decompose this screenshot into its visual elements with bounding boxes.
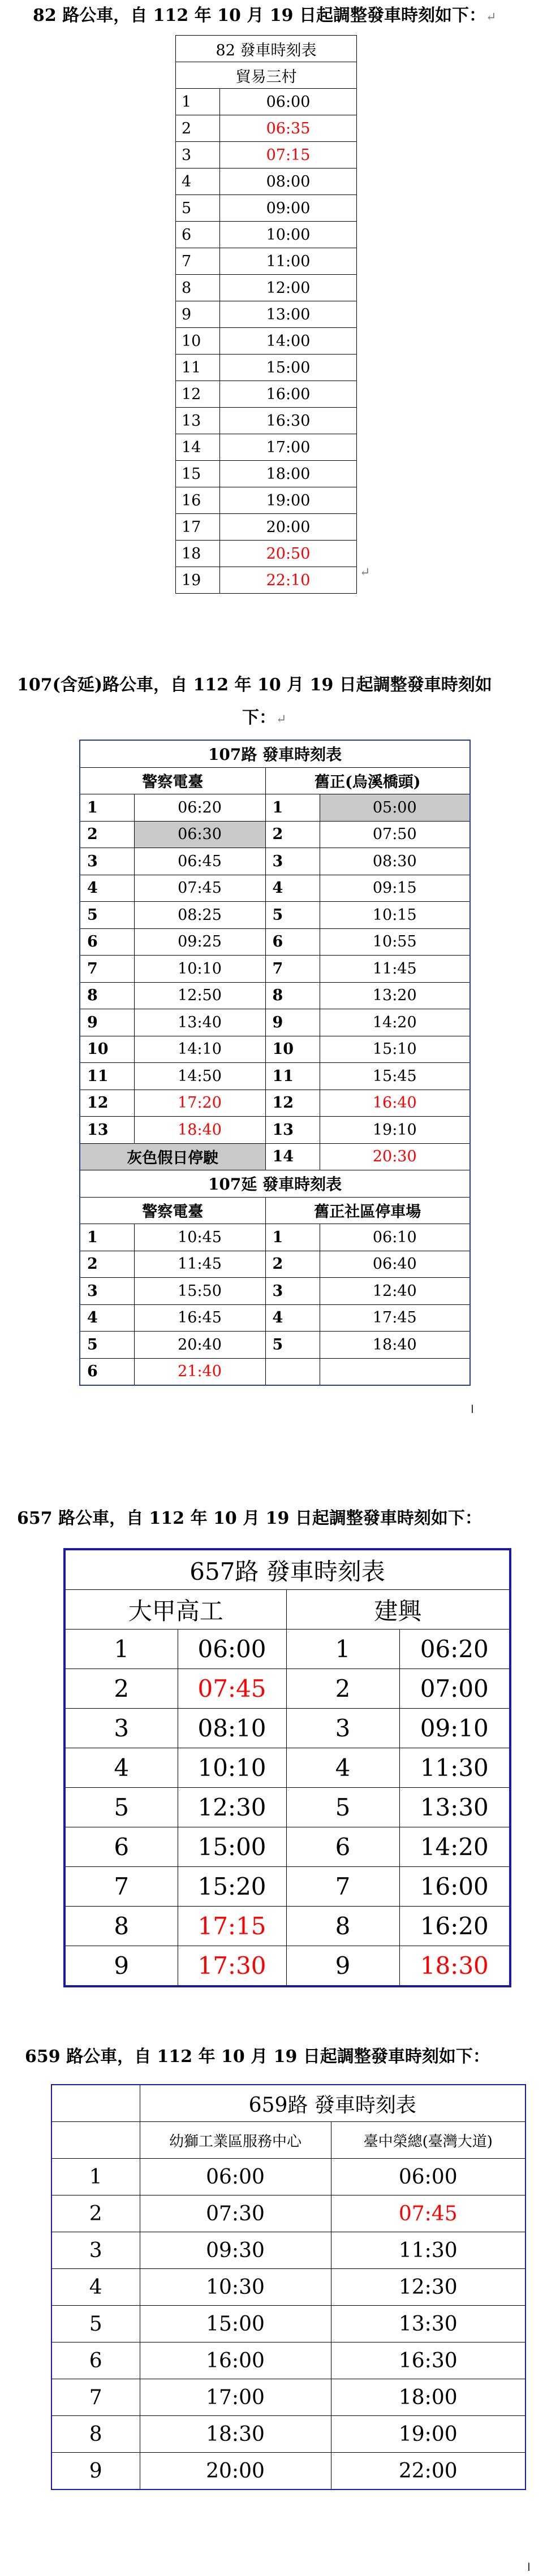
departure-time: 17:20 bbox=[134, 1090, 265, 1117]
trip-number: 2 bbox=[176, 115, 220, 142]
departure-time: 16:00 bbox=[140, 2342, 331, 2379]
table-row bbox=[176, 275, 357, 301]
departure-time: 10:55 bbox=[320, 928, 470, 956]
route657-table bbox=[63, 1548, 511, 1987]
trip-number: 3 bbox=[286, 1709, 399, 1748]
table-row bbox=[64, 1630, 510, 1669]
trip-number: 6 bbox=[176, 222, 220, 248]
table-row bbox=[64, 1946, 510, 1987]
trip-number: 4 bbox=[286, 1748, 399, 1788]
departure-time: 14:50 bbox=[134, 1063, 265, 1090]
table-row bbox=[176, 301, 357, 328]
trip-number: 4 bbox=[265, 875, 320, 902]
table-row bbox=[51, 2342, 525, 2379]
departure-time: 12:30 bbox=[178, 1788, 286, 1827]
table-row bbox=[51, 2269, 525, 2306]
trip-number: 15 bbox=[176, 461, 220, 487]
departure-time: 18:30 bbox=[140, 2416, 331, 2453]
departure-time: 07:00 bbox=[399, 1669, 510, 1709]
departure-time: 07:45 bbox=[331, 2195, 525, 2232]
table-row bbox=[64, 1867, 510, 1907]
departure-time: 11:30 bbox=[399, 1748, 510, 1788]
table-row bbox=[80, 1009, 470, 1036]
departure-time: 17:15 bbox=[178, 1907, 286, 1946]
departure-time: 17:30 bbox=[178, 1946, 286, 1987]
table-row bbox=[176, 168, 357, 195]
table-row bbox=[176, 248, 357, 275]
table-row bbox=[80, 928, 470, 956]
departure-time: 07:45 bbox=[134, 875, 265, 902]
table-row bbox=[176, 195, 357, 222]
table-row bbox=[176, 142, 357, 168]
departure-time: 06:00 bbox=[220, 89, 357, 115]
departure-time: 15:00 bbox=[178, 1827, 286, 1867]
trip-number: 4 bbox=[80, 875, 134, 902]
route107-ext-station-right: 舊正社區停車場 bbox=[265, 1197, 470, 1224]
departure-time: 22:10 bbox=[220, 567, 357, 594]
route657-title: 657路 發車時刻表 bbox=[64, 1549, 510, 1590]
trip-number: 5 bbox=[80, 1332, 134, 1359]
trip-number: 3 bbox=[265, 848, 320, 875]
trip-number: 6 bbox=[80, 1358, 134, 1385]
departure-time: 18:00 bbox=[331, 2379, 525, 2416]
departure-time: 18:30 bbox=[399, 1946, 510, 1987]
trip-number: 4 bbox=[176, 168, 220, 195]
trip-number: 10 bbox=[176, 328, 220, 355]
departure-time: 10:00 bbox=[220, 222, 357, 248]
departure-time: 12:30 bbox=[331, 2269, 525, 2306]
route107-heading-line2: 下：↵ bbox=[242, 708, 287, 728]
table-row bbox=[80, 1063, 470, 1090]
trip-number: 11 bbox=[265, 1063, 320, 1090]
table-row bbox=[80, 982, 470, 1009]
trip-number: 3 bbox=[80, 848, 134, 875]
route82-heading: 82 路公車，自 112 年 10 月 19 日起調整發車時刻如下：↵ bbox=[33, 6, 497, 25]
table-row bbox=[80, 1251, 470, 1278]
route657-station-left: 大甲高工 bbox=[64, 1590, 286, 1630]
trip-number: 2 bbox=[80, 1251, 134, 1278]
departure-time: 13:20 bbox=[320, 982, 470, 1009]
trip-number: 5 bbox=[176, 195, 220, 222]
departure-time: 13:40 bbox=[134, 1009, 265, 1036]
departure-time: 05:00 bbox=[320, 794, 470, 822]
route659-corner bbox=[51, 2085, 140, 2122]
table-row bbox=[80, 848, 470, 875]
departure-time: 09:00 bbox=[220, 195, 357, 222]
table-row bbox=[176, 567, 357, 594]
table-row bbox=[80, 956, 470, 983]
table-row bbox=[51, 2379, 525, 2416]
table-row bbox=[51, 2453, 525, 2490]
trip-number: 6 bbox=[51, 2342, 140, 2379]
trip-number bbox=[265, 1358, 320, 1385]
trip-number: 10 bbox=[80, 1036, 134, 1063]
departure-time: 20:00 bbox=[140, 2453, 331, 2490]
departure-time: 09:30 bbox=[140, 2232, 331, 2269]
route107-table bbox=[79, 740, 471, 1386]
trip-number: 18 bbox=[176, 541, 220, 567]
table-row bbox=[176, 408, 357, 434]
departure-time: 14:20 bbox=[399, 1827, 510, 1867]
table-row bbox=[51, 2195, 525, 2232]
trip-number: 9 bbox=[176, 301, 220, 328]
route659-station-left: 幼獅工業區服務中心 bbox=[140, 2122, 331, 2159]
trip-number: 7 bbox=[286, 1867, 399, 1907]
trip-number: 5 bbox=[80, 902, 134, 929]
table-row bbox=[176, 541, 357, 567]
departure-time: 06:10 bbox=[320, 1224, 470, 1251]
departure-time: 11:30 bbox=[331, 2232, 525, 2269]
table-row bbox=[176, 89, 357, 115]
table-row bbox=[51, 2232, 525, 2269]
departure-time: 16:00 bbox=[399, 1867, 510, 1907]
departure-time: 15:00 bbox=[220, 355, 357, 381]
route82-station: 貿易三村 bbox=[176, 62, 357, 89]
departure-time: 13:30 bbox=[331, 2306, 525, 2342]
departure-time: 15:10 bbox=[320, 1036, 470, 1063]
trip-number: 16 bbox=[176, 487, 220, 514]
route107-heading-line1: 107(含延)路公車，自 112 年 10 月 19 日起調整發車時刻如 bbox=[17, 675, 492, 695]
departure-time: 13:00 bbox=[220, 301, 357, 328]
cursor-mark-icon: ǀ bbox=[527, 2560, 531, 2574]
departure-time: 07:45 bbox=[178, 1669, 286, 1709]
departure-time: 10:30 bbox=[140, 2269, 331, 2306]
trip-number: 10 bbox=[265, 1036, 320, 1063]
departure-time: 10:10 bbox=[178, 1748, 286, 1788]
trip-number: 1 bbox=[265, 794, 320, 822]
departure-time: 19:10 bbox=[320, 1117, 470, 1144]
trip-number: 7 bbox=[176, 248, 220, 275]
trip-number: 12 bbox=[176, 381, 220, 408]
departure-time: 06:45 bbox=[134, 848, 265, 875]
table-row bbox=[64, 1827, 510, 1867]
trip-number: 2 bbox=[265, 821, 320, 848]
route107-title: 107路 發車時刻表 bbox=[80, 740, 470, 767]
departure-time: 15:45 bbox=[320, 1063, 470, 1090]
departure-time: 07:30 bbox=[140, 2195, 331, 2232]
departure-time: 12:00 bbox=[220, 275, 357, 301]
departure-time: 07:15 bbox=[220, 142, 357, 168]
departure-time: 10:45 bbox=[134, 1224, 265, 1251]
route107-last-number: 14 bbox=[265, 1143, 320, 1170]
trip-number: 7 bbox=[64, 1867, 178, 1907]
trip-number: 8 bbox=[176, 275, 220, 301]
departure-time: 06:20 bbox=[399, 1630, 510, 1669]
trip-number: 5 bbox=[265, 902, 320, 929]
trip-number: 13 bbox=[176, 408, 220, 434]
trip-number: 7 bbox=[265, 956, 320, 983]
departure-time: 14:20 bbox=[320, 1009, 470, 1036]
departure-time: 22:00 bbox=[331, 2453, 525, 2490]
table-row bbox=[80, 1358, 470, 1385]
trip-number: 8 bbox=[286, 1907, 399, 1946]
route107-ext-station-left: 警察電臺 bbox=[80, 1197, 265, 1224]
departure-time: 10:15 bbox=[320, 902, 470, 929]
trip-number: 3 bbox=[80, 1278, 134, 1305]
table-row bbox=[80, 821, 470, 848]
departure-time: 18:00 bbox=[220, 461, 357, 487]
departure-time: 15:00 bbox=[140, 2306, 331, 2342]
table-row bbox=[51, 2306, 525, 2342]
route107-last-time: 20:30 bbox=[320, 1143, 470, 1170]
route659-heading: 659 路公車，自 112 年 10 月 19 日起調整發車時刻如下： bbox=[25, 2047, 490, 2067]
trip-number: 1 bbox=[51, 2159, 140, 2195]
table-row bbox=[176, 514, 357, 541]
table-row bbox=[64, 1748, 510, 1788]
trip-number: 19 bbox=[176, 567, 220, 594]
route659-title: 659路 發車時刻表 bbox=[140, 2085, 525, 2122]
departure-time: 17:00 bbox=[220, 434, 357, 461]
departure-time: 12:50 bbox=[134, 982, 265, 1009]
trip-number: 2 bbox=[265, 1251, 320, 1278]
departure-time: 12:40 bbox=[320, 1278, 470, 1305]
table-row bbox=[80, 1332, 470, 1359]
trip-number: 5 bbox=[51, 2306, 140, 2342]
trip-number: 5 bbox=[286, 1788, 399, 1827]
table-row bbox=[51, 2416, 525, 2453]
route107-station-right: 舊正(烏溪橋頭) bbox=[265, 767, 470, 794]
trip-number: 7 bbox=[80, 956, 134, 983]
route107-holiday-note: 灰色假日停駛 bbox=[80, 1143, 265, 1170]
table-row bbox=[176, 222, 357, 248]
table-row bbox=[64, 1788, 510, 1827]
table-row bbox=[176, 461, 357, 487]
trip-number: 7 bbox=[51, 2379, 140, 2416]
trip-number: 6 bbox=[286, 1827, 399, 1867]
trip-number: 1 bbox=[80, 1224, 134, 1251]
table-row bbox=[176, 115, 357, 142]
table-row bbox=[80, 794, 470, 822]
departure-time: 13:30 bbox=[399, 1788, 510, 1827]
trip-number: 4 bbox=[80, 1304, 134, 1332]
cursor-mark-icon: ǀ bbox=[471, 1402, 474, 1416]
paragraph-mark-icon: ↵ bbox=[276, 712, 287, 727]
departure-time: 08:00 bbox=[220, 168, 357, 195]
departure-time: 20:50 bbox=[220, 541, 357, 567]
trip-number: 8 bbox=[64, 1907, 178, 1946]
table-row bbox=[51, 2159, 525, 2195]
departure-time: 14:00 bbox=[220, 328, 357, 355]
table-row bbox=[80, 1117, 470, 1144]
departure-time: 06:20 bbox=[134, 794, 265, 822]
trip-number: 9 bbox=[265, 1009, 320, 1036]
trip-number: 3 bbox=[265, 1278, 320, 1305]
trip-number: 8 bbox=[51, 2416, 140, 2453]
trip-number: 1 bbox=[80, 794, 134, 822]
trip-number: 9 bbox=[51, 2453, 140, 2490]
route659-table bbox=[51, 2084, 526, 2490]
trip-number: 2 bbox=[51, 2195, 140, 2232]
route107-ext-title: 107延 發車時刻表 bbox=[80, 1170, 470, 1198]
departure-time: 18:40 bbox=[320, 1332, 470, 1359]
route82-table bbox=[175, 35, 357, 594]
trip-number: 6 bbox=[64, 1827, 178, 1867]
table-row bbox=[80, 1224, 470, 1251]
departure-time: 06:00 bbox=[331, 2159, 525, 2195]
table-row bbox=[80, 875, 470, 902]
table-row bbox=[80, 1304, 470, 1332]
trip-number: 6 bbox=[265, 928, 320, 956]
trip-number: 2 bbox=[64, 1669, 178, 1709]
trip-number: 13 bbox=[80, 1117, 134, 1144]
trip-number: 4 bbox=[51, 2269, 140, 2306]
trip-number: 8 bbox=[265, 982, 320, 1009]
departure-time: 09:25 bbox=[134, 928, 265, 956]
trip-number: 12 bbox=[265, 1090, 320, 1117]
trip-number: 1 bbox=[64, 1630, 178, 1669]
trip-number: 2 bbox=[80, 821, 134, 848]
departure-time: 16:20 bbox=[399, 1907, 510, 1946]
trip-number: 3 bbox=[176, 142, 220, 168]
table-row bbox=[176, 355, 357, 381]
departure-time: 17:45 bbox=[320, 1304, 470, 1332]
departure-time bbox=[320, 1358, 470, 1385]
departure-time: 15:20 bbox=[178, 1867, 286, 1907]
departure-time: 08:25 bbox=[134, 902, 265, 929]
trip-number: 3 bbox=[64, 1709, 178, 1748]
trip-number: 4 bbox=[64, 1748, 178, 1788]
trip-number: 11 bbox=[176, 355, 220, 381]
departure-time: 16:30 bbox=[220, 408, 357, 434]
departure-time: 11:45 bbox=[320, 956, 470, 983]
departure-time: 16:45 bbox=[134, 1304, 265, 1332]
route657-station-right: 建興 bbox=[286, 1590, 510, 1630]
table-row bbox=[80, 1036, 470, 1063]
departure-time: 08:10 bbox=[178, 1709, 286, 1748]
trip-number: 4 bbox=[265, 1304, 320, 1332]
table-row bbox=[176, 487, 357, 514]
trip-number: 1 bbox=[265, 1224, 320, 1251]
route82-title: 82 發車時刻表 bbox=[176, 36, 357, 62]
departure-time: 19:00 bbox=[331, 2416, 525, 2453]
departure-time: 06:35 bbox=[220, 115, 357, 142]
trip-number: 1 bbox=[286, 1630, 399, 1669]
paragraph-mark-icon: ↵ bbox=[360, 565, 371, 580]
table-row bbox=[64, 1907, 510, 1946]
trip-number: 8 bbox=[80, 982, 134, 1009]
departure-time: 15:50 bbox=[134, 1278, 265, 1305]
table-row bbox=[176, 328, 357, 355]
trip-number: 12 bbox=[80, 1090, 134, 1117]
trip-number: 9 bbox=[64, 1946, 178, 1987]
departure-time: 06:30 bbox=[134, 821, 265, 848]
departure-time: 19:00 bbox=[220, 487, 357, 514]
departure-time: 14:10 bbox=[134, 1036, 265, 1063]
departure-time: 06:00 bbox=[140, 2159, 331, 2195]
departure-time: 09:15 bbox=[320, 875, 470, 902]
departure-time: 07:50 bbox=[320, 821, 470, 848]
table-row bbox=[176, 434, 357, 461]
departure-time: 16:30 bbox=[331, 2342, 525, 2379]
departure-time: 08:30 bbox=[320, 848, 470, 875]
route659-blank-cell bbox=[51, 2122, 140, 2159]
departure-time: 11:00 bbox=[220, 248, 357, 275]
route657-heading: 657 路公車，自 112 年 10 月 19 日起調整發車時刻如下： bbox=[17, 1509, 482, 1528]
table-row bbox=[64, 1709, 510, 1748]
trip-number: 17 bbox=[176, 514, 220, 541]
departure-time: 21:40 bbox=[134, 1358, 265, 1385]
trip-number: 14 bbox=[176, 434, 220, 461]
departure-time: 20:00 bbox=[220, 514, 357, 541]
departure-time: 20:40 bbox=[134, 1332, 265, 1359]
trip-number: 9 bbox=[80, 1009, 134, 1036]
trip-number: 3 bbox=[51, 2232, 140, 2269]
table-row bbox=[176, 381, 357, 408]
table-row bbox=[80, 902, 470, 929]
trip-number: 9 bbox=[286, 1946, 399, 1987]
trip-number: 1 bbox=[176, 89, 220, 115]
route107-station-left: 警察電臺 bbox=[80, 767, 265, 794]
departure-time: 17:00 bbox=[140, 2379, 331, 2416]
table-row bbox=[80, 1090, 470, 1117]
paragraph-mark-icon: ↵ bbox=[485, 10, 497, 24]
departure-time: 10:10 bbox=[134, 956, 265, 983]
trip-number: 2 bbox=[286, 1669, 399, 1709]
table-row bbox=[64, 1669, 510, 1709]
departure-time: 06:40 bbox=[320, 1251, 470, 1278]
departure-time: 06:00 bbox=[178, 1630, 286, 1669]
route659-station-right: 臺中榮總(臺灣大道) bbox=[331, 2122, 525, 2159]
trip-number: 6 bbox=[80, 928, 134, 956]
trip-number: 13 bbox=[265, 1117, 320, 1144]
departure-time: 18:40 bbox=[134, 1117, 265, 1144]
trip-number: 11 bbox=[80, 1063, 134, 1090]
departure-time: 16:40 bbox=[320, 1090, 470, 1117]
trip-number: 5 bbox=[64, 1788, 178, 1827]
departure-time: 11:45 bbox=[134, 1251, 265, 1278]
departure-time: 16:00 bbox=[220, 381, 357, 408]
trip-number: 5 bbox=[265, 1332, 320, 1359]
departure-time: 09:10 bbox=[399, 1709, 510, 1748]
table-row bbox=[80, 1278, 470, 1305]
